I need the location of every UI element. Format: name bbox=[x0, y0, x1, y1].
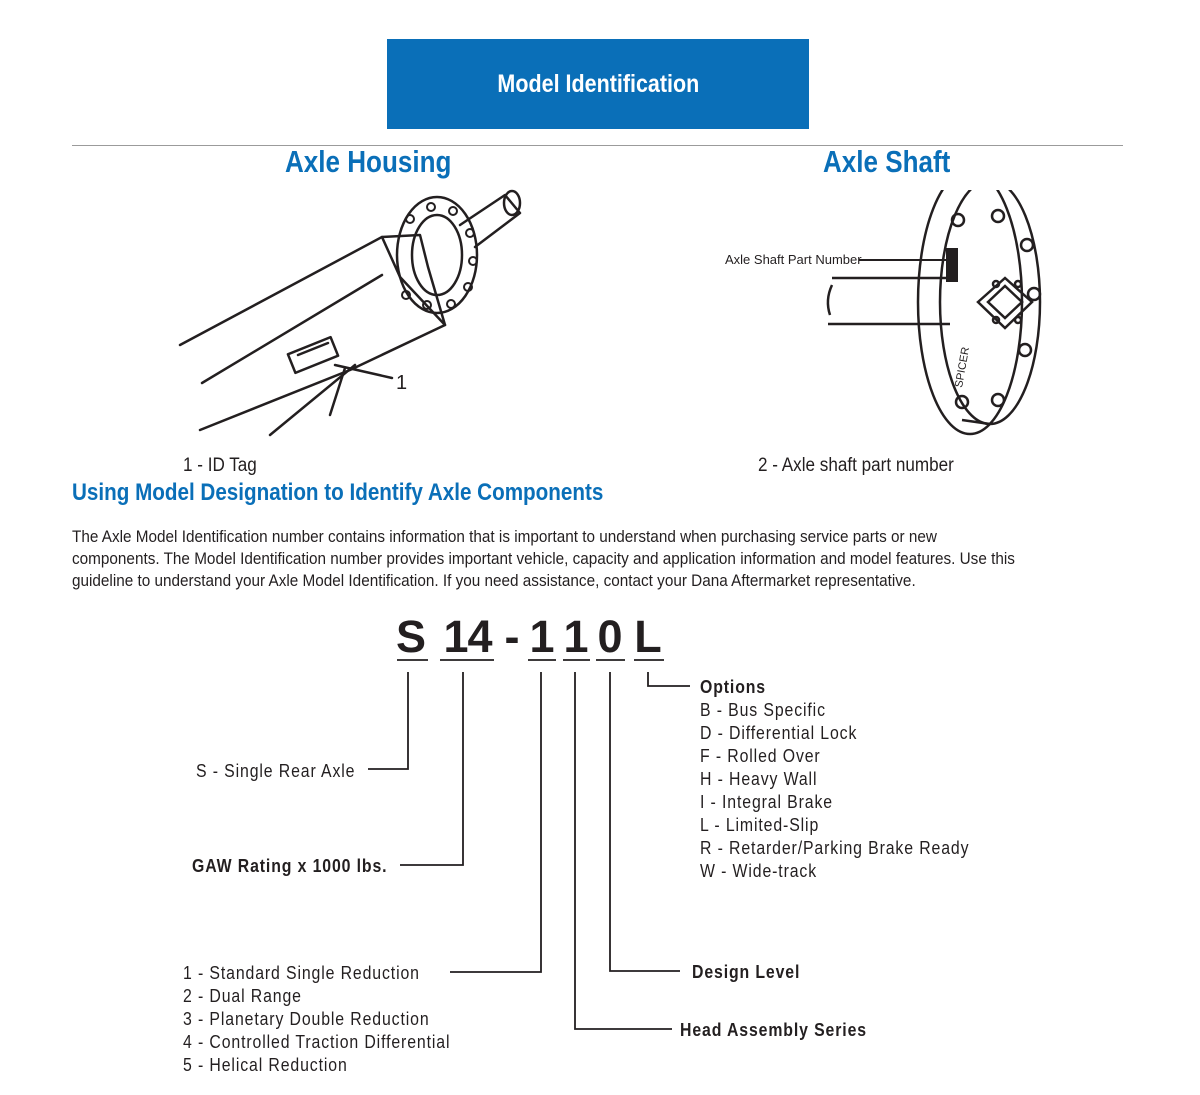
axle-housing-heading: Axle Housing bbox=[285, 144, 452, 179]
list-item: 1 - Standard Single Reduction bbox=[183, 963, 420, 983]
list-item: R - Retarder/Parking Brake Ready bbox=[700, 838, 970, 858]
code-char-1: 1 bbox=[443, 611, 469, 662]
code-char-dash: - bbox=[504, 611, 520, 662]
design-level-label: Design Level bbox=[692, 962, 801, 982]
code-char-1b: 1 bbox=[529, 611, 555, 662]
list-item: 2 - Dual Range bbox=[183, 986, 302, 1006]
list-item: 5 - Helical Reduction bbox=[183, 1055, 348, 1075]
connector-options bbox=[648, 672, 690, 686]
list-item: H - Heavy Wall bbox=[700, 769, 818, 789]
code-char-0: 0 bbox=[597, 611, 623, 662]
code-char-s: S bbox=[395, 611, 426, 662]
list-item: I - Integral Brake bbox=[700, 792, 833, 812]
axle-shaft-heading: Axle Shaft bbox=[823, 144, 951, 179]
list-item: F - Rolled Over bbox=[700, 746, 821, 766]
head-assembly-series-label: Head Assembly Series bbox=[680, 1020, 867, 1040]
connector-gaw bbox=[400, 672, 463, 865]
list-item: D - Differential Lock bbox=[700, 723, 858, 743]
gaw-rating-label: GAW Rating x 1000 lbs. bbox=[192, 856, 388, 876]
shaft-caption: 2 - Axle shaft part number bbox=[758, 455, 954, 476]
options-list bbox=[700, 699, 969, 883]
reduction-type-list bbox=[183, 962, 450, 1077]
list-item: L - Limited-Slip bbox=[700, 815, 820, 835]
list-item: 4 - Controlled Traction Differential bbox=[183, 1032, 451, 1052]
spicer-stamp: SPICER bbox=[953, 346, 973, 389]
options-title: Options bbox=[700, 677, 766, 697]
list-item: 3 - Planetary Double Reduction bbox=[183, 1009, 430, 1029]
connector-single-rear bbox=[368, 672, 408, 769]
intro-line: guideline to understand your Axle Model Identification. If you need assistance, contact your Dana Aftermarket representative. bbox=[72, 571, 916, 590]
model-designation-heading: Using Model Designation to Identify Axle Components bbox=[72, 479, 604, 506]
connector-design-level bbox=[610, 672, 680, 971]
connector-head-assembly bbox=[575, 672, 672, 1029]
intro-line: The Axle Model Identification number contains information that is important to understand when purchasing service parts or new bbox=[72, 527, 937, 546]
housing-caption: 1 - ID Tag bbox=[183, 455, 257, 476]
single-rear-axle-label: S - Single Rear Axle bbox=[196, 761, 356, 781]
banner-title: Model Identification bbox=[497, 69, 699, 98]
code-char-4: 4 bbox=[467, 611, 493, 662]
shaft-callout-label: Axle Shaft Part Number bbox=[725, 252, 862, 267]
code-char-1c: 1 bbox=[563, 611, 589, 662]
list-item: B - Bus Specific bbox=[700, 700, 826, 720]
code-char-l: L bbox=[634, 611, 662, 662]
intro-line: components. The Model Identification number provides important vehicle, capacity and application information and model features. Use this bbox=[72, 549, 1015, 568]
housing-callout-number: 1 bbox=[396, 372, 408, 394]
list-item: W - Wide-track bbox=[700, 861, 818, 881]
